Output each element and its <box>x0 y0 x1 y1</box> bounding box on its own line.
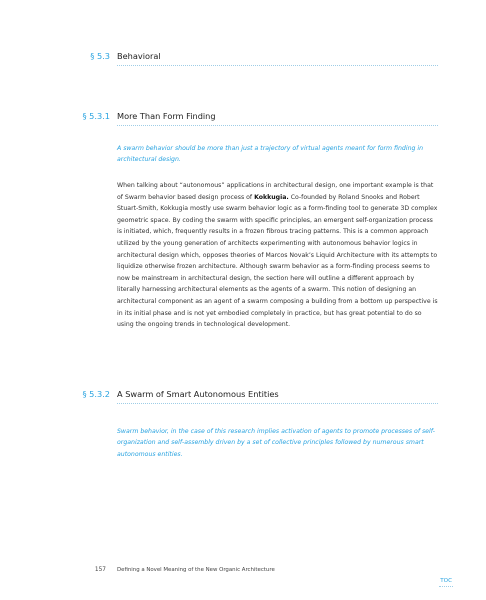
page-footer <box>0 565 486 577</box>
section-heading-5-3-1 <box>0 110 486 132</box>
body-text-before: When talking about “autonomous” applications in architectural design, one important example is that of Swarm behavior based design process of <box>117 182 434 201</box>
section-title: More Than Form Finding <box>117 111 216 121</box>
toc-underline <box>439 586 453 587</box>
section-heading-5-3 <box>0 50 486 72</box>
toc-link[interactable]: TOC <box>440 578 452 584</box>
section-title: A Swarm of Smart Autonomous Entities <box>117 389 279 399</box>
dotted-rule <box>117 125 438 126</box>
intro-quote: A swarm behavior should be more than just a trajectory of virtual agents meant for form finding in architectural design. <box>117 145 424 164</box>
section-number: § 5.3.1 <box>82 111 110 121</box>
dotted-rule <box>117 65 438 66</box>
body-paragraph <box>117 180 439 331</box>
section-number: § 5.3.2 <box>82 389 110 399</box>
page-number: 157 <box>94 567 106 573</box>
section-number: § 5.3 <box>90 51 110 61</box>
running-title: Defining a Novel Meaning of the New Organic Architecture <box>117 567 275 573</box>
section-heading-5-3-2 <box>0 388 486 410</box>
kokkugia-name: Kokkugia. <box>254 193 289 201</box>
intro-quote: Swarm behavior, in the case of this research implies activation of agents to promote processes of self-organization and self-assembly driven by a set of collective principles followed by numerous smart autonomous entities. <box>117 428 436 458</box>
dotted-rule <box>117 403 438 404</box>
section-title: Behavioral <box>117 51 161 61</box>
body-text-after: Co-founded by Roland Snooks and Robert Stuart-Smith, Kokkugia mostly use swarm behavior logic as a form-finding tool to generate 3D complex geometric space. By coding the swarm with specific principles, an emergent self-organization process is initiated, which, frequently results in a frozen fibrous tracing patterns. This is a common approach utilized by the young generation of architects experimenting with autonomous behavior logics in architectural design which, opposes theories of Marcos Novak’s Liquid Architecture with its attempts to liquidize otherwise frozen architecture. Although swarm behavior as a form-finding process seems to now be mainstream in architectural design, the section here will outline a different approach by literally harnessing architectural elements as the agents of a swarm. This notion of designing an architectural component as an agent of a swarm composing a building from a bottom up perspective is in its initial phase and is not yet embodied completely in practice, but has great potential to do so using the ongoing trends in technological development. <box>117 193 438 329</box>
